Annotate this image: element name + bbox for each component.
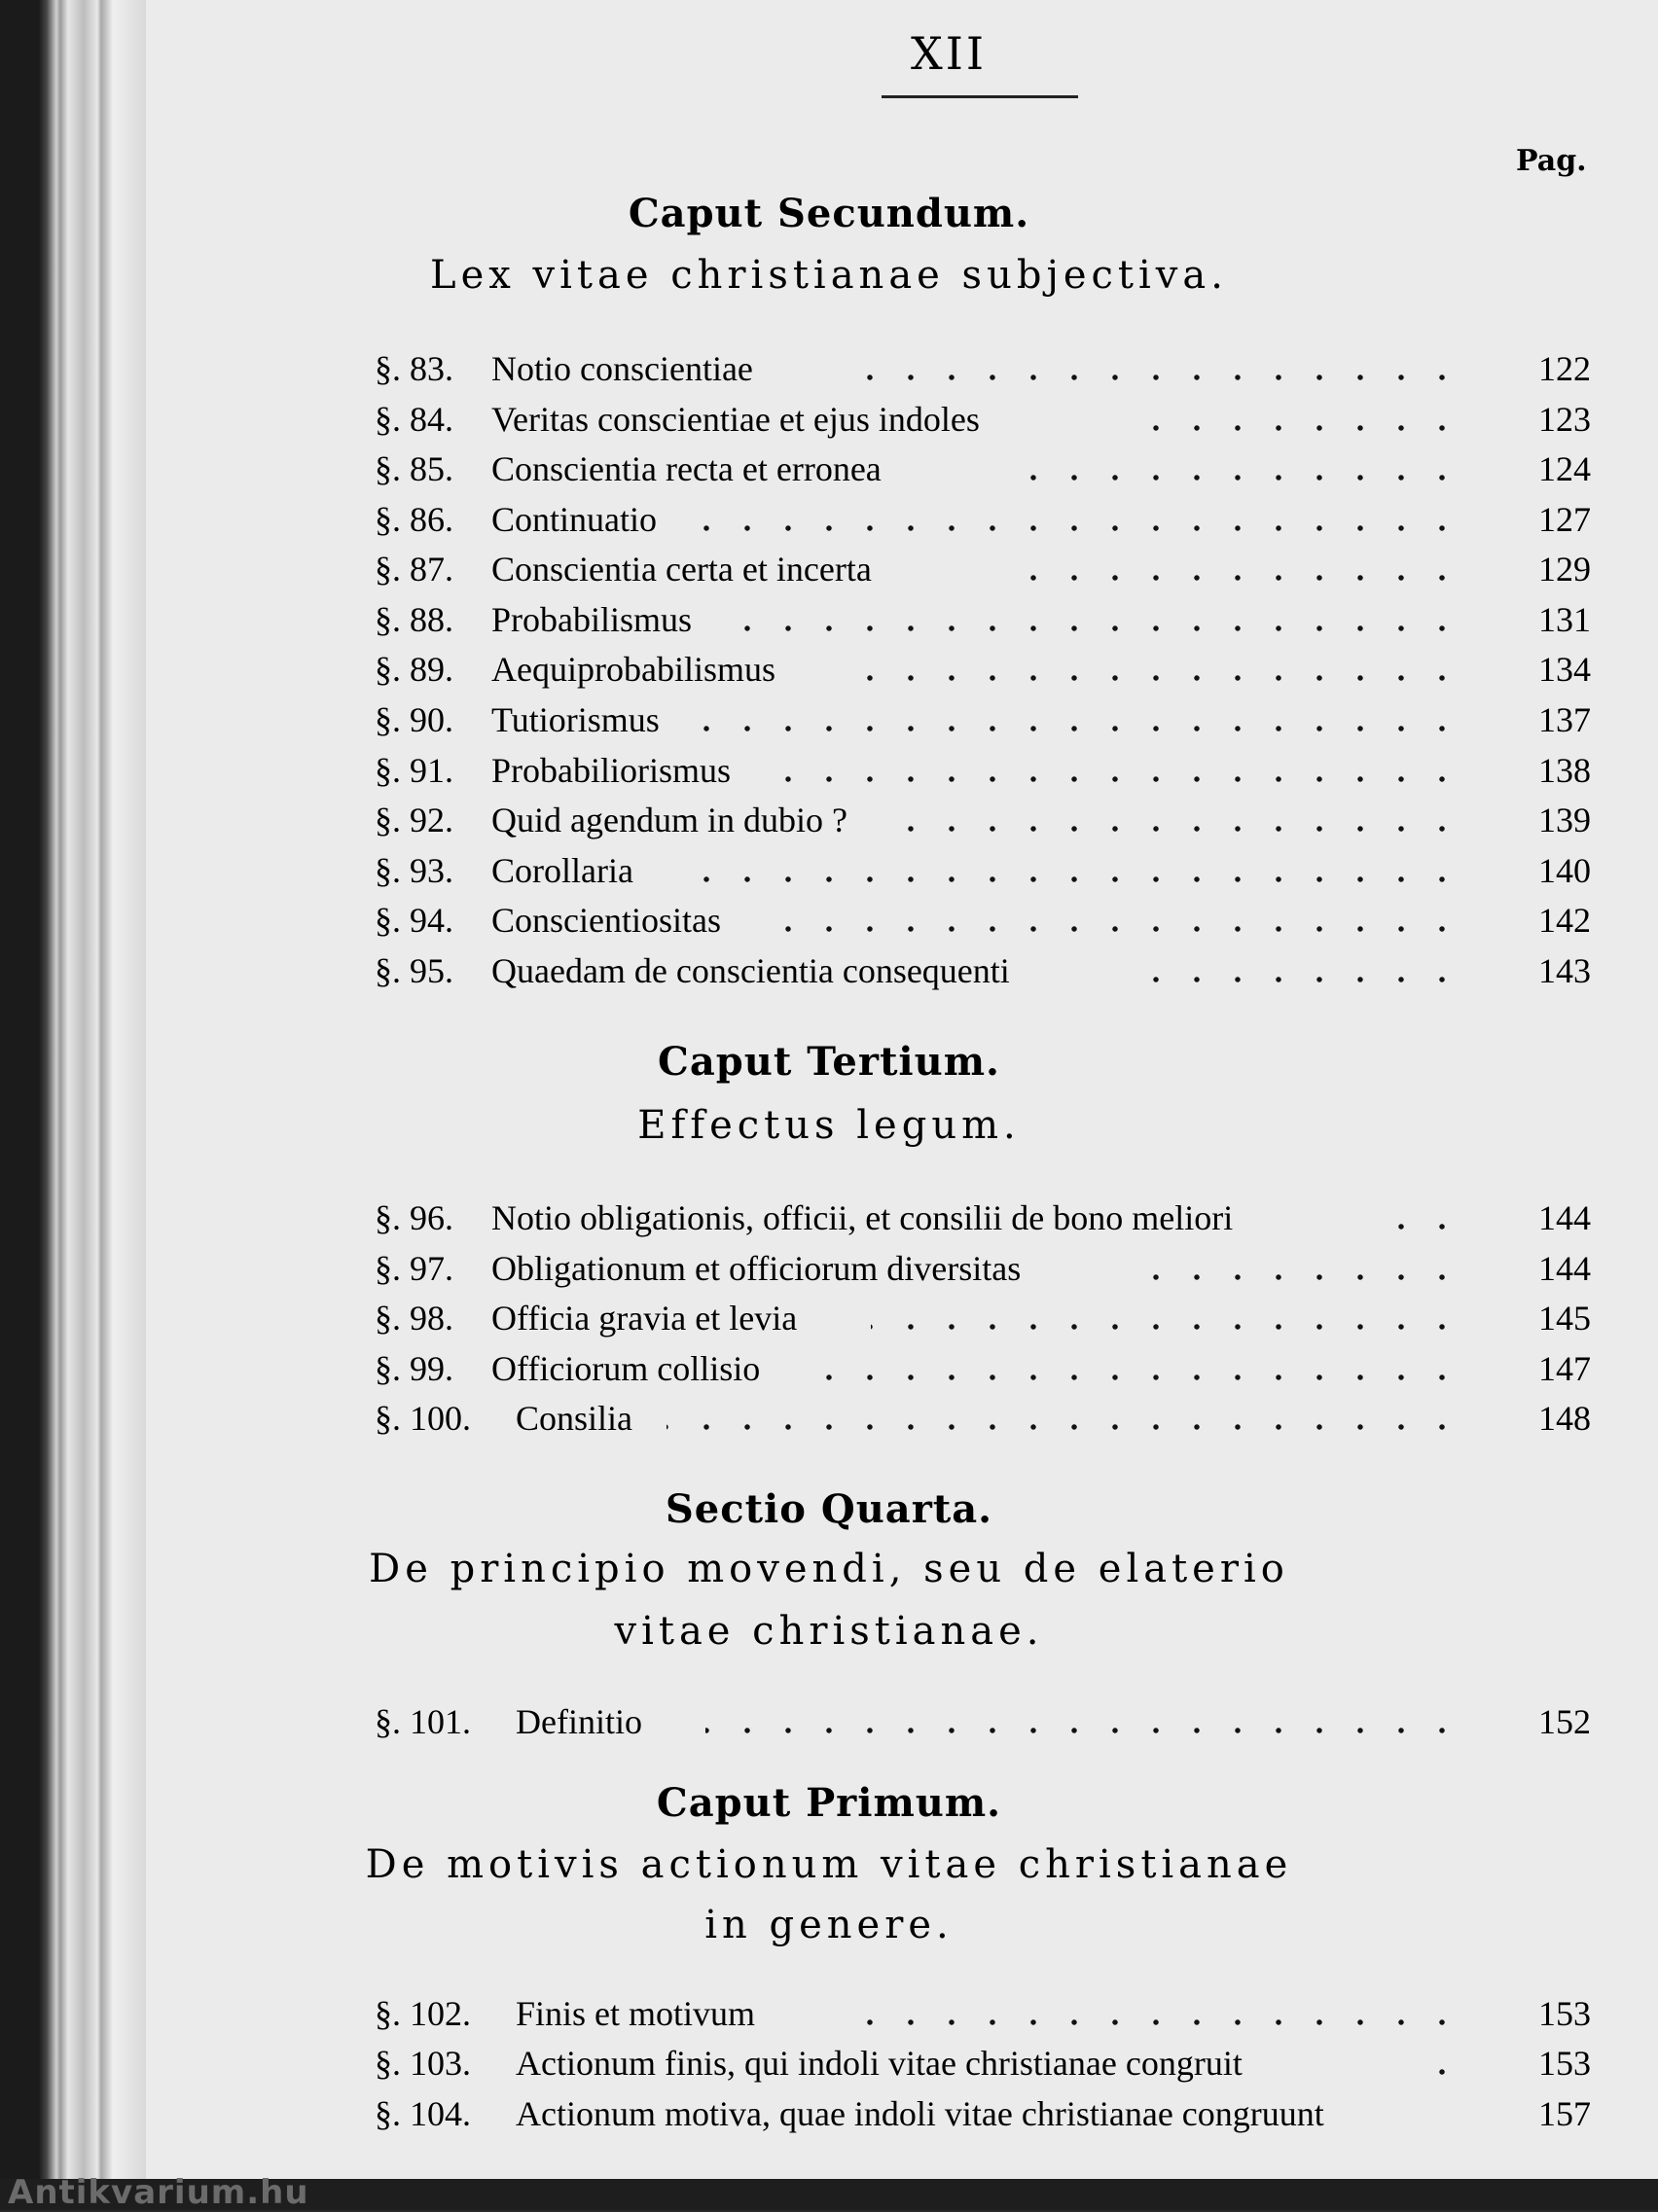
toc-entry[interactable]	[375, 697, 1591, 742]
dot-leader	[783, 776, 1462, 782]
chapter-subtitle-tertium: Effectus legum.	[637, 1103, 1021, 1148]
entry-title: Actionum motiva, quae indoli vitae christianae congruunt	[516, 2094, 1324, 2133]
toc-entry[interactable]	[375, 446, 1591, 491]
toc-entry[interactable]	[375, 346, 1591, 391]
dot-leader	[701, 726, 1462, 731]
section-number: §. 88.	[375, 600, 453, 639]
dot-leader	[744, 625, 1462, 631]
toc-entry[interactable]	[375, 1195, 1591, 1240]
toc-entry[interactable]	[375, 898, 1591, 943]
toc-entry[interactable]	[375, 1396, 1591, 1441]
entry-title: Conscientia recta et erronea	[491, 449, 882, 488]
dot-leader	[1017, 575, 1462, 581]
toc-entry[interactable]	[375, 1296, 1591, 1340]
entry-title: Officia gravia et levia	[491, 1299, 798, 1338]
section-number: §. 92.	[375, 801, 453, 839]
dot-leader	[1153, 1274, 1462, 1280]
toc-entry[interactable]	[375, 397, 1591, 442]
toc-entry[interactable]	[375, 2091, 1591, 2136]
section-number: §. 84.	[375, 400, 453, 439]
entry-title: Continuatio	[491, 500, 657, 539]
entry-page: 142	[1538, 901, 1591, 940]
entry-page: 140	[1538, 851, 1591, 890]
entry-title: Conscientia certa et incerta	[491, 550, 872, 589]
section-number: §. 101.	[375, 1702, 471, 1741]
dot-leader	[871, 1324, 1462, 1330]
entry-page: 134	[1538, 650, 1591, 689]
toc-entry[interactable]	[375, 547, 1591, 591]
entry-page: 144	[1538, 1249, 1591, 1288]
toc-entry[interactable]	[375, 1246, 1591, 1291]
dot-leader	[832, 375, 1462, 380]
entry-title: Definitio	[516, 1702, 642, 1741]
toc-entry[interactable]	[375, 647, 1591, 692]
entry-title: Tutiorismus	[491, 700, 660, 739]
toc-entry[interactable]	[375, 2041, 1591, 2086]
chapter-subtitle-line-1: De motivis actionum vitae christianae	[365, 1842, 1293, 1887]
dot-leader	[822, 1374, 1462, 1380]
toc-entry[interactable]	[375, 748, 1591, 793]
section-number: §. 102.	[375, 1994, 471, 2033]
entry-page: 147	[1538, 1349, 1591, 1388]
dot-leader	[667, 1424, 1462, 1430]
section-number: §. 91.	[375, 751, 453, 790]
toc-entry[interactable]	[375, 798, 1591, 842]
entry-title: Quid agendum in dubio ?	[491, 801, 847, 839]
entry-page: 139	[1538, 801, 1591, 839]
entry-title: Aequiprobabilismus	[491, 650, 775, 689]
section-number: §. 89.	[375, 650, 453, 689]
entry-page: 124	[1538, 449, 1591, 488]
entry-title: Probabilismus	[491, 600, 693, 639]
dot-leader	[701, 876, 1462, 882]
entry-page: 144	[1538, 1198, 1591, 1237]
entry-title: Quaedam de conscientia consequenti	[491, 951, 1010, 990]
section-number: §. 83.	[375, 349, 453, 388]
dot-leader	[900, 826, 1462, 832]
section-number: §. 103.	[375, 2044, 471, 2083]
entry-page: 153	[1538, 1994, 1591, 2033]
dot-leader	[832, 2019, 1462, 2025]
dot-leader	[1143, 977, 1462, 982]
section-number: §. 87.	[375, 550, 453, 589]
entry-page: 145	[1538, 1299, 1591, 1338]
entry-page: 153	[1538, 2044, 1591, 2083]
chapter-heading-tertium: Caput Tertium.	[658, 1039, 1000, 1085]
chapter-subtitle-secundum: Lex vitae christianae subjectiva.	[430, 253, 1228, 298]
toc-entry[interactable]	[375, 1346, 1591, 1391]
dot-leader	[705, 1728, 1462, 1733]
section-number: §. 86.	[375, 500, 453, 539]
chapter-subtitle-line-2: in genere.	[704, 1903, 954, 1947]
dot-leader	[1027, 475, 1462, 481]
page-number-rule	[882, 95, 1078, 98]
entry-title: Probabiliorismus	[491, 751, 732, 790]
section-number: §. 85.	[375, 449, 453, 488]
section-number: §. 99.	[375, 1349, 453, 1388]
dot-leader	[1406, 2069, 1462, 2075]
dot-leader	[1387, 1224, 1462, 1230]
entry-page: 157	[1538, 2094, 1591, 2133]
dot-leader	[696, 525, 1462, 531]
entry-page: 129	[1538, 550, 1591, 589]
section-number: §. 94.	[375, 901, 453, 940]
chapter-heading-primum: Caput Primum.	[656, 1780, 1002, 1826]
page-number: XII	[910, 27, 988, 80]
entry-title: Finis et motivum	[516, 1994, 756, 2033]
entry-page: 148	[1538, 1399, 1591, 1438]
entry-page: 152	[1538, 1702, 1591, 1741]
section-number: §. 93.	[375, 851, 453, 890]
dot-leader	[783, 926, 1462, 932]
section-number: §. 98.	[375, 1299, 453, 1338]
entry-title: Corollaria	[491, 851, 633, 890]
entry-title: Notio conscientiae	[491, 349, 753, 388]
entry-title: Veritas conscientiae et ejus indoles	[491, 400, 980, 439]
section-number: §. 96.	[375, 1198, 453, 1237]
dot-leader	[1134, 425, 1462, 431]
entry-page: 123	[1538, 400, 1591, 439]
section-number: §. 100.	[375, 1399, 471, 1438]
toc-entry[interactable]	[375, 597, 1591, 642]
section-subtitle-line-2: vitae christianae.	[614, 1609, 1044, 1654]
entry-title: Officiorum collisio	[491, 1349, 761, 1388]
entry-page: 138	[1538, 751, 1591, 790]
entry-page: 127	[1538, 500, 1591, 539]
toc-entry[interactable]	[375, 1991, 1591, 2036]
toc-entry[interactable]	[375, 1699, 1591, 1744]
entry-page: 137	[1538, 700, 1591, 739]
watermark: Antikvarium.hu	[8, 2173, 309, 2212]
entry-page: 131	[1538, 600, 1591, 639]
entry-title: Actionum finis, qui indoli vitae christianae congruit	[516, 2044, 1243, 2083]
section-number: §. 104.	[375, 2094, 471, 2133]
entry-title: Consilia	[516, 1399, 633, 1438]
entry-title: Notio obligationis, officii, et consilii de bono meliori	[491, 1198, 1234, 1237]
chapter-heading-secundum: Caput Secundum.	[628, 191, 1030, 236]
section-heading-quarta: Sectio Quarta.	[665, 1486, 993, 1532]
entry-page: 143	[1538, 951, 1591, 990]
entry-page: 122	[1538, 349, 1591, 388]
section-number: §. 95.	[375, 951, 453, 990]
entry-title: Conscientiositas	[491, 901, 721, 940]
section-number: §. 97.	[375, 1249, 453, 1288]
section-number: §. 90.	[375, 700, 453, 739]
toc-entry[interactable]	[375, 497, 1591, 542]
toc-entry[interactable]	[375, 948, 1591, 993]
entry-title: Obligationum et officiorum diversitas	[491, 1249, 1022, 1288]
section-subtitle-line-1: De principio movendi, seu de elaterio	[369, 1547, 1289, 1591]
dot-leader	[832, 675, 1462, 681]
pag-column-label: Pag.	[1516, 144, 1587, 178]
toc-entry[interactable]	[375, 848, 1591, 893]
